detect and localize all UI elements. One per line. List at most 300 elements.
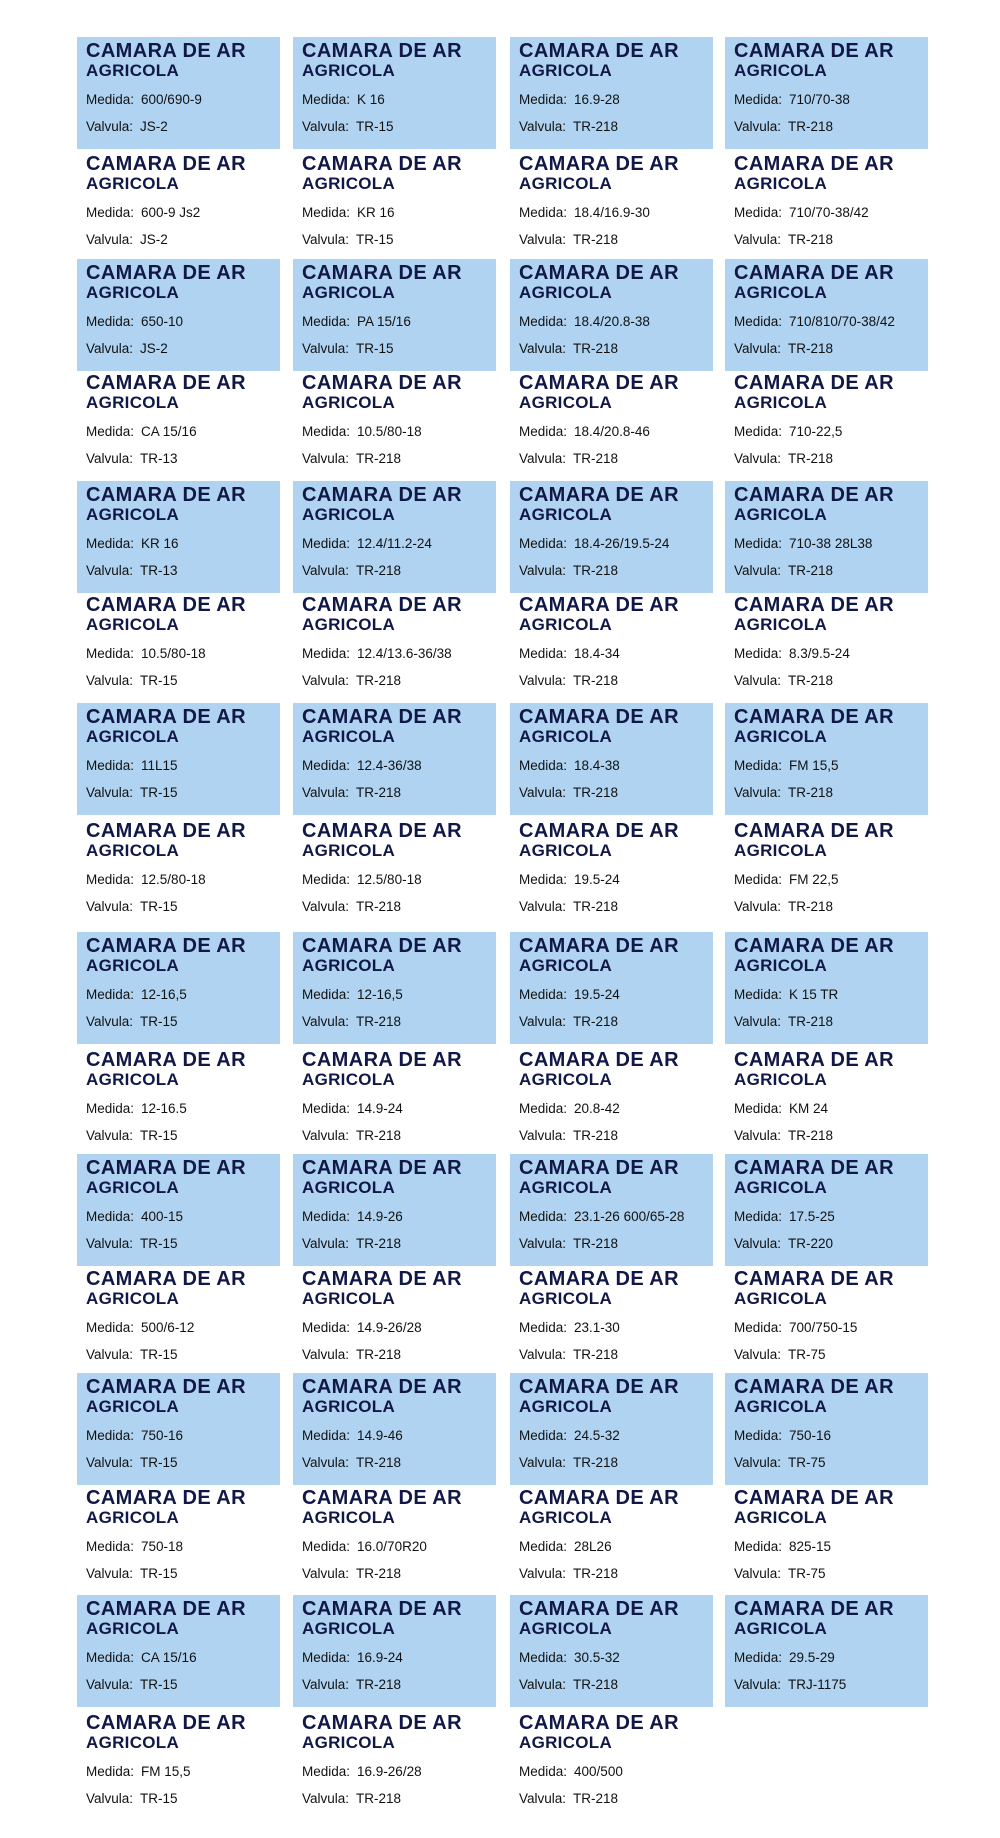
medida-value: FM 22,5 — [789, 872, 839, 887]
valvula-label: Valvula: — [86, 119, 134, 134]
product-card — [293, 817, 496, 929]
medida-value: 500/6-12 — [141, 1320, 195, 1335]
product-card — [293, 1373, 496, 1485]
product-card — [293, 481, 496, 593]
product-card — [725, 1595, 928, 1707]
product-title-line1: CAMARA DE AR — [302, 1049, 462, 1071]
product-title-line1: CAMARA DE AR — [519, 935, 679, 957]
medida-label: Medida: — [734, 758, 783, 773]
medida-label: Medida: — [302, 314, 351, 329]
valvula-value: TR-15 — [356, 119, 394, 134]
medida-label: Medida: — [519, 1209, 568, 1224]
medida-row — [302, 1764, 496, 1780]
medida-value: 16.9-28 — [574, 92, 620, 107]
valvula-value: TR-218 — [788, 119, 834, 134]
valvula-value: TR-75 — [788, 1566, 826, 1581]
medida-row — [519, 92, 713, 108]
product-title-line2: AGRICOLA — [519, 841, 613, 860]
medida-row — [86, 536, 280, 552]
medida-row — [86, 1428, 280, 1444]
medida-label: Medida: — [86, 758, 135, 773]
medida-label: Medida: — [734, 1539, 783, 1554]
valvula-value: TR-218 — [573, 1236, 619, 1251]
medida-label: Medida: — [86, 1101, 135, 1116]
valvula-label: Valvula: — [86, 899, 134, 914]
product-title-line2: AGRICOLA — [86, 956, 180, 975]
valvula-row — [302, 1128, 496, 1144]
valvula-value: TR-218 — [573, 1014, 619, 1029]
medida-value: 11L15 — [141, 758, 178, 773]
valvula-row — [302, 451, 496, 467]
medida-row — [519, 987, 713, 1003]
product-title-line2: AGRICOLA — [86, 1733, 180, 1752]
medida-value: 14.9-46 — [357, 1428, 403, 1443]
medida-value: CA 15/16 — [141, 1650, 197, 1665]
product-title-line2: AGRICOLA — [734, 615, 828, 634]
medida-label: Medida: — [86, 1428, 135, 1443]
valvula-value: TR-218 — [356, 1236, 402, 1251]
valvula-label: Valvula: — [519, 785, 567, 800]
valvula-value: TR-218 — [788, 341, 834, 356]
medida-row — [734, 1320, 928, 1336]
medida-label: Medida: — [734, 646, 783, 661]
valvula-value: JS-2 — [140, 232, 168, 247]
medida-value: 400-15 — [141, 1209, 184, 1224]
valvula-value: TR-218 — [788, 1014, 834, 1029]
product-card — [510, 1265, 713, 1377]
medida-value: CA 15/16 — [141, 424, 197, 439]
medida-row — [519, 536, 713, 552]
valvula-value: TR-218 — [788, 899, 834, 914]
product-title-line2: AGRICOLA — [734, 174, 828, 193]
valvula-label: Valvula: — [302, 1347, 350, 1362]
valvula-row — [302, 341, 496, 357]
product-title-line1: CAMARA DE AR — [519, 40, 679, 62]
medida-label: Medida: — [734, 1320, 783, 1335]
valvula-label: Valvula: — [519, 232, 567, 247]
product-card — [510, 259, 713, 371]
valvula-value: TR-15 — [356, 232, 394, 247]
medida-value: 12.5/80-18 — [141, 872, 206, 887]
valvula-row — [519, 1455, 713, 1471]
medida-value: 23.1-26 600/65-28 — [574, 1209, 685, 1224]
product-card — [77, 259, 280, 371]
valvula-label: Valvula: — [519, 563, 567, 578]
valvula-label: Valvula: — [519, 673, 567, 688]
product-title-line2: AGRICOLA — [302, 841, 396, 860]
medida-label: Medida: — [302, 536, 351, 551]
product-title-line2: AGRICOLA — [519, 1508, 613, 1527]
valvula-label: Valvula: — [734, 673, 782, 688]
product-title-line2: AGRICOLA — [302, 1178, 396, 1197]
valvula-value: TR-218 — [356, 451, 402, 466]
medida-label: Medida: — [302, 1428, 351, 1443]
medida-label: Medida: — [86, 314, 135, 329]
product-card — [293, 591, 496, 703]
medida-value: 14.9-26 — [357, 1209, 403, 1224]
valvula-label: Valvula: — [519, 1128, 567, 1143]
medida-label: Medida: — [519, 1320, 568, 1335]
medida-label: Medida: — [519, 205, 568, 220]
product-card — [510, 1709, 713, 1821]
product-title-line1: CAMARA DE AR — [519, 262, 679, 284]
valvula-label: Valvula: — [302, 673, 350, 688]
valvula-value: TR-218 — [356, 785, 402, 800]
valvula-row — [734, 1347, 928, 1363]
product-title-line2: AGRICOLA — [734, 505, 828, 524]
product-title-line1: CAMARA DE AR — [302, 372, 462, 394]
product-card — [725, 932, 928, 1044]
valvula-value: TR-75 — [788, 1455, 826, 1470]
product-title-line1: CAMARA DE AR — [519, 153, 679, 175]
product-title-line1: CAMARA DE AR — [302, 40, 462, 62]
valvula-label: Valvula: — [302, 1677, 350, 1692]
product-card — [77, 1373, 280, 1485]
product-card — [77, 1265, 280, 1377]
product-card — [510, 150, 713, 262]
valvula-label: Valvula: — [734, 1128, 782, 1143]
valvula-value: TR-218 — [573, 1791, 619, 1806]
medida-row — [302, 1428, 496, 1444]
product-card — [510, 1484, 713, 1596]
medida-row — [519, 1764, 713, 1780]
medida-label: Medida: — [519, 1428, 568, 1443]
product-title-line1: CAMARA DE AR — [86, 1157, 246, 1179]
medida-value: 18.4/20.8-38 — [574, 314, 650, 329]
medida-row — [302, 536, 496, 552]
product-title-line1: CAMARA DE AR — [519, 1376, 679, 1398]
medida-label: Medida: — [519, 646, 568, 661]
valvula-value: TR-218 — [356, 899, 402, 914]
medida-value: 24.5-32 — [574, 1428, 620, 1443]
medida-value: 18.4/20.8-46 — [574, 424, 650, 439]
valvula-row — [734, 1236, 928, 1252]
product-card — [510, 817, 713, 929]
medida-row — [302, 646, 496, 662]
medida-value: 750-16 — [789, 1428, 832, 1443]
medida-value: 12.4/13.6-36/38 — [357, 646, 452, 661]
product-title-line1: CAMARA DE AR — [734, 1049, 894, 1071]
valvula-label: Valvula: — [519, 1455, 567, 1470]
medida-row — [302, 314, 496, 330]
valvula-label: Valvula: — [302, 451, 350, 466]
valvula-value: TR-218 — [356, 563, 402, 578]
valvula-row — [86, 119, 280, 135]
valvula-label: Valvula: — [302, 1128, 350, 1143]
product-card — [510, 37, 713, 149]
product-title-line2: AGRICOLA — [519, 1289, 613, 1308]
valvula-value: TR-218 — [788, 232, 834, 247]
medida-value: 710-22,5 — [789, 424, 843, 439]
valvula-label: Valvula: — [519, 1566, 567, 1581]
valvula-label: Valvula: — [86, 1128, 134, 1143]
product-title-line1: CAMARA DE AR — [734, 1157, 894, 1179]
product-title-line1: CAMARA DE AR — [86, 935, 246, 957]
medida-row — [519, 872, 713, 888]
valvula-row — [302, 1677, 496, 1693]
valvula-label: Valvula: — [519, 451, 567, 466]
medida-row — [302, 987, 496, 1003]
medida-value: FM 15,5 — [141, 1764, 191, 1779]
valvula-label: Valvula: — [734, 1677, 782, 1692]
valvula-row — [734, 1128, 928, 1144]
valvula-row — [519, 563, 713, 579]
valvula-label: Valvula: — [734, 899, 782, 914]
product-title-line1: CAMARA DE AR — [302, 935, 462, 957]
medida-label: Medida: — [86, 872, 135, 887]
valvula-row — [302, 1014, 496, 1030]
valvula-label: Valvula: — [734, 1014, 782, 1029]
product-title-line1: CAMARA DE AR — [302, 1712, 462, 1734]
product-card — [77, 591, 280, 703]
valvula-label: Valvula: — [734, 1566, 782, 1581]
product-title-line2: AGRICOLA — [86, 283, 180, 302]
medida-value: 12-16,5 — [357, 987, 403, 1002]
valvula-value: TR-15 — [356, 341, 394, 356]
valvula-value: TR-218 — [788, 451, 834, 466]
product-title-line2: AGRICOLA — [734, 841, 828, 860]
product-card — [293, 1265, 496, 1377]
medida-row — [519, 1320, 713, 1336]
valvula-row — [86, 1128, 280, 1144]
medida-row — [519, 1650, 713, 1666]
product-title-line2: AGRICOLA — [302, 283, 396, 302]
medida-row — [302, 424, 496, 440]
valvula-row — [86, 563, 280, 579]
product-title-line2: AGRICOLA — [302, 505, 396, 524]
product-title-line2: AGRICOLA — [734, 61, 828, 80]
medida-label: Medida: — [734, 536, 783, 551]
medida-row — [302, 1320, 496, 1336]
product-title-line1: CAMARA DE AR — [734, 1487, 894, 1509]
medida-label: Medida: — [734, 424, 783, 439]
product-title-line2: AGRICOLA — [86, 1070, 180, 1089]
medida-row — [86, 987, 280, 1003]
valvula-row — [519, 451, 713, 467]
product-title-line2: AGRICOLA — [302, 727, 396, 746]
valvula-row — [734, 232, 928, 248]
medida-label: Medida: — [302, 92, 351, 107]
medida-label: Medida: — [86, 92, 135, 107]
product-title-line1: CAMARA DE AR — [302, 1598, 462, 1620]
medida-value: 29.5-29 — [789, 1650, 835, 1665]
medida-row — [302, 758, 496, 774]
product-card — [77, 1595, 280, 1707]
product-card — [77, 150, 280, 262]
valvula-label: Valvula: — [86, 1347, 134, 1362]
valvula-label: Valvula: — [734, 341, 782, 356]
valvula-value: TR-15 — [140, 1236, 178, 1251]
medida-label: Medida: — [86, 205, 135, 220]
product-card — [725, 1046, 928, 1158]
medida-row — [302, 1101, 496, 1117]
valvula-label: Valvula: — [519, 1347, 567, 1362]
medida-row — [519, 424, 713, 440]
product-title-line1: CAMARA DE AR — [86, 1268, 246, 1290]
product-title-line2: AGRICOLA — [86, 1619, 180, 1638]
product-title-line2: AGRICOLA — [519, 393, 613, 412]
medida-row — [734, 1101, 928, 1117]
product-card — [725, 1484, 928, 1596]
valvula-row — [302, 1455, 496, 1471]
valvula-row — [734, 1677, 928, 1693]
valvula-row — [519, 1677, 713, 1693]
medida-label: Medida: — [86, 1320, 135, 1335]
valvula-label: Valvula: — [302, 899, 350, 914]
product-title-line1: CAMARA DE AR — [519, 1487, 679, 1509]
product-card — [77, 817, 280, 929]
product-title-line1: CAMARA DE AR — [734, 40, 894, 62]
product-card — [77, 37, 280, 149]
product-title-line1: CAMARA DE AR — [519, 484, 679, 506]
product-title-line1: CAMARA DE AR — [86, 40, 246, 62]
valvula-value: TR-218 — [356, 1455, 402, 1470]
valvula-label: Valvula: — [734, 1455, 782, 1470]
valvula-label: Valvula: — [86, 1014, 134, 1029]
product-title-line2: AGRICOLA — [302, 1070, 396, 1089]
medida-row — [86, 1539, 280, 1555]
product-card — [510, 932, 713, 1044]
medida-label: Medida: — [734, 1428, 783, 1443]
medida-row — [86, 1101, 280, 1117]
product-title-line2: AGRICOLA — [519, 615, 613, 634]
medida-value: 750-16 — [141, 1428, 184, 1443]
valvula-label: Valvula: — [86, 1677, 134, 1692]
valvula-label: Valvula: — [302, 1014, 350, 1029]
valvula-label: Valvula: — [302, 1236, 350, 1251]
medida-row — [86, 424, 280, 440]
medida-value: 8.3/9.5-24 — [789, 646, 850, 661]
valvula-value: TR-218 — [573, 1677, 619, 1692]
product-card — [510, 703, 713, 815]
valvula-value: TR-15 — [140, 1455, 178, 1470]
medida-label: Medida: — [734, 987, 783, 1002]
medida-row — [519, 646, 713, 662]
medida-value: 10.5/80-18 — [357, 424, 422, 439]
medida-value: 23.1-30 — [574, 1320, 620, 1335]
product-card — [293, 1046, 496, 1158]
valvula-value: TR-218 — [573, 1566, 619, 1581]
medida-value: K 16 — [357, 92, 385, 107]
product-title-line1: CAMARA DE AR — [86, 1712, 246, 1734]
product-card — [725, 1373, 928, 1485]
product-card — [725, 591, 928, 703]
valvula-label: Valvula: — [519, 341, 567, 356]
valvula-value: TRJ-1175 — [788, 1677, 847, 1692]
product-title-line2: AGRICOLA — [302, 1397, 396, 1416]
medida-value: 12.4/11.2-24 — [357, 536, 432, 551]
medida-label: Medida: — [519, 424, 568, 439]
product-title-line2: AGRICOLA — [302, 1289, 396, 1308]
product-card — [77, 481, 280, 593]
product-title-line2: AGRICOLA — [86, 615, 180, 634]
medida-value: 16.9-24 — [357, 1650, 403, 1665]
valvula-label: Valvula: — [734, 1347, 782, 1362]
valvula-row — [302, 899, 496, 915]
valvula-value: TR-218 — [788, 563, 834, 578]
product-title-line2: AGRICOLA — [519, 1070, 613, 1089]
medida-label: Medida: — [86, 1764, 135, 1779]
valvula-value: TR-218 — [788, 1128, 834, 1143]
medida-label: Medida: — [86, 536, 135, 551]
valvula-label: Valvula: — [519, 1014, 567, 1029]
medida-row — [86, 872, 280, 888]
medida-label: Medida: — [302, 424, 351, 439]
product-title-line1: CAMARA DE AR — [519, 1598, 679, 1620]
valvula-value: TR-218 — [573, 1347, 619, 1362]
valvula-label: Valvula: — [734, 785, 782, 800]
product-card — [77, 932, 280, 1044]
medida-value: 19.5-24 — [574, 987, 620, 1002]
medida-value: 710-38 28L38 — [789, 536, 873, 551]
valvula-label: Valvula: — [302, 563, 350, 578]
medida-value: 28L26 — [574, 1539, 612, 1554]
valvula-row — [302, 1566, 496, 1582]
valvula-label: Valvula: — [519, 1677, 567, 1692]
valvula-row — [519, 1347, 713, 1363]
product-card — [293, 703, 496, 815]
medida-label: Medida: — [734, 92, 783, 107]
valvula-label: Valvula: — [519, 899, 567, 914]
medida-row — [734, 314, 928, 330]
valvula-row — [86, 1236, 280, 1252]
product-card — [293, 259, 496, 371]
valvula-value: TR-218 — [573, 899, 619, 914]
medida-value: 10.5/80-18 — [141, 646, 206, 661]
product-title-line1: CAMARA DE AR — [302, 262, 462, 284]
product-title-line1: CAMARA DE AR — [302, 1268, 462, 1290]
valvula-value: TR-218 — [573, 341, 619, 356]
valvula-value: TR-218 — [573, 232, 619, 247]
medida-value: 16.9-26/28 — [357, 1764, 422, 1779]
valvula-row — [302, 232, 496, 248]
valvula-row — [86, 341, 280, 357]
valvula-value: TR-218 — [356, 1791, 402, 1806]
medida-value: 650-10 — [141, 314, 184, 329]
valvula-value: TR-218 — [573, 785, 619, 800]
medida-row — [734, 1428, 928, 1444]
product-title-line1: CAMARA DE AR — [86, 1487, 246, 1509]
medida-value: 710/70-38 — [789, 92, 850, 107]
valvula-row — [86, 1791, 280, 1807]
medida-label: Medida: — [86, 1209, 135, 1224]
valvula-value: TR-218 — [356, 1014, 402, 1029]
medida-label: Medida: — [519, 758, 568, 773]
medida-label: Medida: — [519, 1650, 568, 1665]
medida-label: Medida: — [734, 205, 783, 220]
valvula-value: JS-2 — [140, 341, 168, 356]
product-title-line2: AGRICOLA — [734, 1178, 828, 1197]
valvula-value: TR-218 — [573, 451, 619, 466]
medida-label: Medida: — [734, 314, 783, 329]
valvula-label: Valvula: — [734, 563, 782, 578]
product-title-line2: AGRICOLA — [519, 1619, 613, 1638]
valvula-value: TR-13 — [140, 451, 178, 466]
product-card — [77, 1709, 280, 1821]
product-title-line2: AGRICOLA — [86, 841, 180, 860]
product-title-line1: CAMARA DE AR — [519, 1049, 679, 1071]
valvula-row — [302, 1236, 496, 1252]
medida-row — [86, 92, 280, 108]
medida-value: 12-16,5 — [141, 987, 187, 1002]
product-card — [77, 703, 280, 815]
product-card — [725, 259, 928, 371]
medida-value: 18.4-34 — [574, 646, 620, 661]
valvula-label: Valvula: — [302, 1455, 350, 1470]
medida-value: KR 16 — [141, 536, 179, 551]
valvula-label: Valvula: — [519, 1791, 567, 1806]
medida-value: 18.4/16.9-30 — [574, 205, 650, 220]
